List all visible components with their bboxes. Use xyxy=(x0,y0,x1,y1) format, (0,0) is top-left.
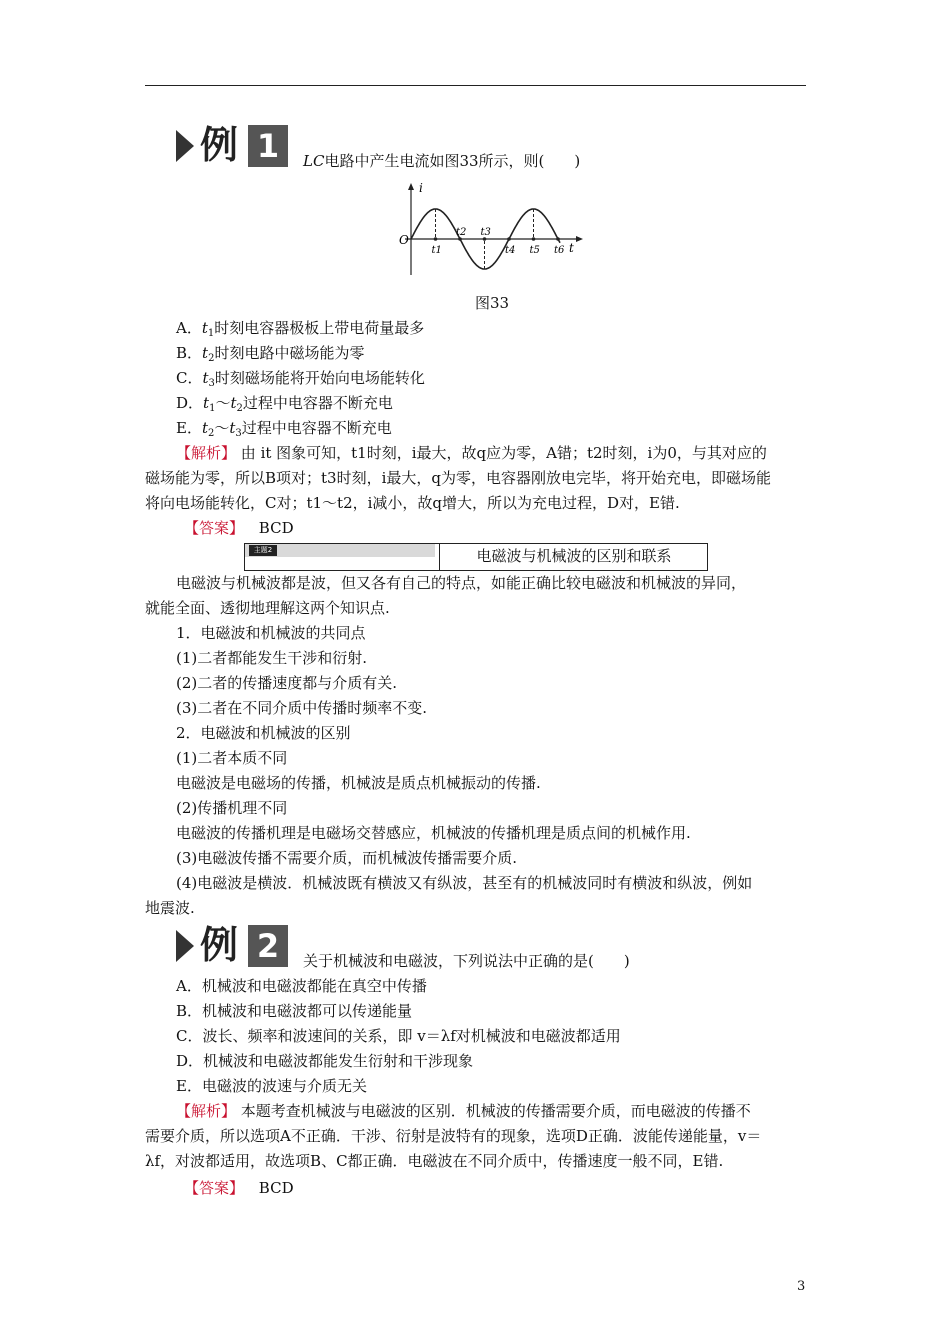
answer-value: BCD xyxy=(258,1179,294,1197)
example-1-badge xyxy=(176,125,288,167)
analysis-1-line-2: 磁场能为零，所以B项对；t3时刻，i最大，q为零，电容器刚放电完毕，将开始充电，即磁场能 xyxy=(145,469,771,487)
example-label: 例 xyxy=(200,123,239,167)
tick-label: t5 xyxy=(529,245,540,256)
analysis-text: 本题考查机械波与电磁波的区别．机械波的传播需要介质，而电磁波的传播不 xyxy=(240,1102,751,1120)
tick-point xyxy=(434,237,438,241)
axis-label-i: i xyxy=(419,181,423,195)
analysis-label: 【解析】 xyxy=(176,1102,237,1120)
tick-labels xyxy=(432,227,566,256)
analysis-text: 由 it 图象可知，t1时刻，i最大，故q应为零，A错；t2时刻，i为0，与其对应的 xyxy=(240,444,767,462)
answer-1 xyxy=(184,518,294,538)
stem-var: LC xyxy=(303,152,325,170)
tick-point xyxy=(507,237,511,241)
option-b: B．机械波和电磁波都可以传递能量 xyxy=(176,1002,413,1020)
y-axis-arrow xyxy=(408,183,414,190)
body-item-3: (2)二者的传播速度都与介质有关. xyxy=(176,674,398,692)
topic-2-header xyxy=(244,543,708,571)
example-label: 例 xyxy=(200,923,239,967)
analysis-2-line-2: 需要介质，所以选项A不正确．干涉、衍射是波特有的现象，选项D正确．波能传递能量，v＝ xyxy=(145,1127,762,1145)
body-item-9: 电磁波的传播机理是电磁场交替感应，机械波的传播机理是质点间的机械作用. xyxy=(176,824,691,842)
topic-divider xyxy=(439,544,440,570)
item-4-line-2: 地震波. xyxy=(145,899,195,917)
body-item-6: (1)二者本质不同 xyxy=(176,749,288,767)
analysis-1-line-1 xyxy=(176,443,767,463)
option-e: E．$t_2\sim t_3$过程中电容器不断充电 xyxy=(176,419,392,439)
option-c: C．波长、频率和波速间的关系，即 v＝λf对机械波和电磁波都适用 xyxy=(176,1027,621,1045)
axis-label-t: t xyxy=(569,241,574,255)
body-item-10: (3)电磁波传播不需要介质，而机械波传播需要介质. xyxy=(176,849,518,867)
tick-label: t3 xyxy=(480,227,491,238)
example-number: 2 xyxy=(248,925,288,967)
origin-label: O xyxy=(399,233,409,247)
body-item-7: 电磁波是电磁场的传播，机械波是质点机械振动的传播. xyxy=(176,774,541,792)
example-2-stem: 关于机械波和电磁波，下列说法中正确的是( ) xyxy=(303,952,630,970)
answer-label: 【答案】 xyxy=(184,519,245,537)
tick-point xyxy=(556,237,560,241)
tick-label: t4 xyxy=(505,245,516,256)
body-item-1: 1．电磁波和机械波的共同点 xyxy=(176,624,366,642)
tick-point xyxy=(532,237,536,241)
topic-tag: 主题2 xyxy=(249,545,277,556)
x-axis-arrow xyxy=(576,236,583,242)
example-1-stem xyxy=(303,151,580,171)
option-d: D．机械波和电磁波都能发生衍射和干涉现象 xyxy=(176,1052,474,1070)
body-item-8: (2)传播机理不同 xyxy=(176,799,288,817)
option-a: A．$t_1$时刻电容器极板上带电荷量最多 xyxy=(176,319,425,339)
answer-value: BCD xyxy=(258,519,294,537)
stem-text: 电路中产生电流如图33所示，则( ) xyxy=(324,152,581,170)
tick-label: t1 xyxy=(431,245,442,256)
intro-line-2: 就能全面、透彻地理解这两个知识点. xyxy=(145,599,390,617)
example-2-badge xyxy=(176,925,288,967)
tick-label: t2 xyxy=(456,227,467,238)
intro-line-1: 电磁波与机械波都是波，但又各有自己的特点，如能正确比较电磁波和机械波的异同， xyxy=(176,574,747,592)
answer-2 xyxy=(184,1178,294,1198)
triangle-icon xyxy=(176,130,194,162)
analysis-2-line-1 xyxy=(176,1101,751,1121)
body-item-5: 2．电磁波和机械波的区别 xyxy=(176,724,351,742)
topic-title: 电磁波与机械波的区别和联系 xyxy=(476,547,672,565)
option-e: E．电磁波的波速与介质无关 xyxy=(176,1077,367,1095)
figure-caption: 图33 xyxy=(475,294,510,312)
tick-label: t6 xyxy=(554,245,565,256)
body-item-2: (1)二者都能发生干涉和衍射. xyxy=(176,649,368,667)
figure-33-current-graph xyxy=(395,180,595,280)
option-c: C．$t_3$时刻磁场能将开始向电场能转化 xyxy=(176,369,425,389)
analysis-2-line-3: λf，对波都适用，故选项B、C都正确．电磁波在不同介质中，传播速度一般不同，E错. xyxy=(145,1152,724,1170)
header-rule xyxy=(145,85,806,86)
page-number: 3 xyxy=(797,1279,806,1294)
example-number: 1 xyxy=(248,125,288,167)
option-b: B．$t_2$时刻电路中磁场能为零 xyxy=(176,344,365,364)
analysis-label: 【解析】 xyxy=(176,444,237,462)
answer-label: 【答案】 xyxy=(184,1179,245,1197)
triangle-icon xyxy=(176,930,194,962)
option-a: A．机械波和电磁波都能在真空中传播 xyxy=(176,977,427,995)
option-d: D．$t_1\sim t_2$过程中电容器不断充电 xyxy=(176,394,393,414)
body-item-4: (3)二者在不同介质中传播时频率不变. xyxy=(176,699,428,717)
item-4-line-1: (4)电磁波是横波．机械波既有横波又有纵波，甚至有的机械波同时有横波和纵波，例如 xyxy=(176,874,753,892)
analysis-1-line-3: 将向电场能转化，C对；t1～t2，i减小，故q增大，所以为充电过程，D对，E错. xyxy=(145,494,680,512)
